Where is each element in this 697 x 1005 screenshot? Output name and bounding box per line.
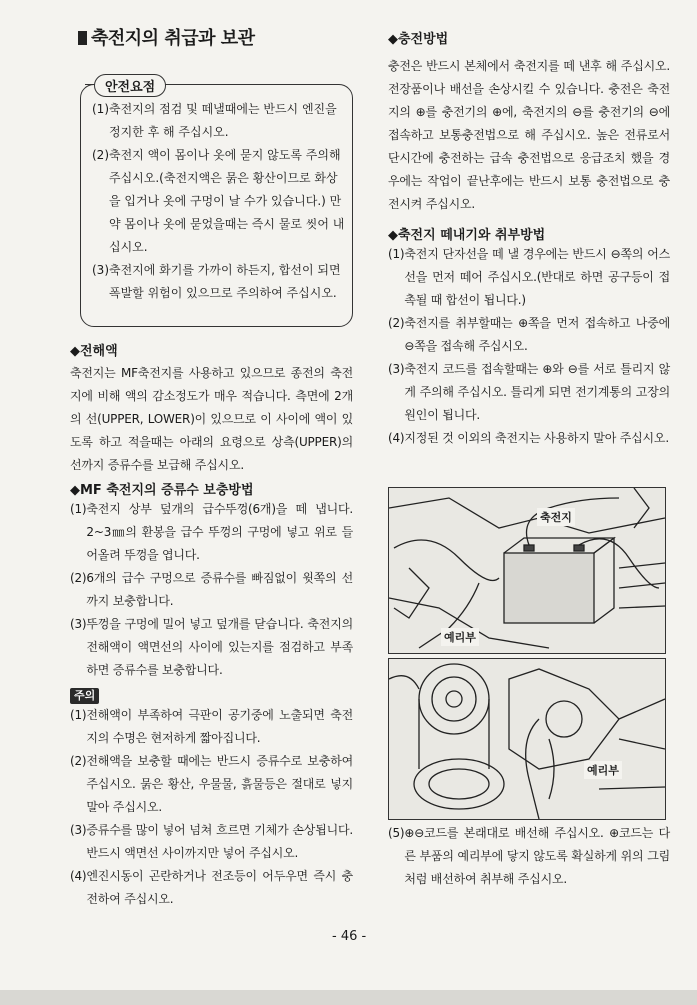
caution-item: (4) 엔진시동이 곤란하거나 전조등이 어두우면 즉시 충전하여 주십시오.: [70, 869, 353, 906]
engine-figure: [388, 658, 666, 820]
page-number: - 46 -: [332, 929, 367, 944]
charging-text: 충전은 반드시 본체에서 축전지를 떼 낸후 해 주십시오. 전장품이나 배선을 손상시킬 수 있습니다. 충전은 축전지의 ⊕를 충전기의 ⊕에, 축전지의 ⊖를 충전기의 ⊖에 접속하고 보통충전법으로 해 주십시오. 높은 전류로서 단시간에 충전하는 급속 충전법으로 응급조치 했을 경우에는 작업이 끝난후에는 반드시 보통 충전법으로 충전시켜 주십시오.: [388, 59, 670, 211]
removal-item: (2) 축전지를 취부할때는 ⊕쪽을 먼저 접속하고 나중에 ⊖쪽을 접속해 주십시오.: [388, 316, 670, 353]
removal-item: (5) ⊕⊖코드를 본래대로 배선해 주십시오. ⊕코드는 다른 부품의 예리부에 닿지 않도록 확실하게 위의 그림처럼 배선하여 취부해 주십시오.: [388, 826, 670, 886]
mf-refill-heading: ◆MF 축전지의 증류수 보충방법: [70, 483, 254, 498]
safety-label: 안전요점: [94, 74, 166, 97]
right-column: [388, 28, 670, 450]
battery-callout: 축전지: [537, 508, 575, 526]
safety-item: (2) 축전지 액이 몸이나 옷에 묻지 않도록 주의해 주십시오.(축전지액은 묽은 황산이므로 화상을 입거나 옷에 구멍이 날 수가 있습니다.) 만약 몸이나 옷에 묻었을때는 즉시 물로 씻어 내십시오.: [92, 148, 345, 254]
caution-list: [70, 704, 353, 911]
electrolyte-text: 축전지는 MF축전지를 사용하고 있으므로 종전의 축전지에 비해 액의 감소정도가 매우 적습니다. 측면에 2개의 선(UPPER, LOWER)이 있으므로 이 사이에 액이 있도록 하고 적을때는 아래의 요령으로 상측(UPPER)의 선까지 증류수를 보급해 주십시오.: [70, 366, 353, 472]
battery-illustration: [389, 488, 665, 653]
mf-refill-list: [70, 498, 353, 682]
sharp-edge-callout-top: 예리부: [441, 628, 479, 646]
removal-item: (4) 지정된 것 이외의 축전지는 사용하지 말아 주십시오.: [388, 431, 669, 445]
left-column: [70, 340, 353, 911]
engine-illustration: [389, 659, 665, 819]
removal-item: (3) 축전지 코드를 접속할때는 ⊕와 ⊖를 서로 틀리지 않게 주의해 주십시오. 틀리게 되면 전기계통의 고장의 원인이 됩니다.: [388, 362, 670, 422]
sharp-edge-callout-bottom: 예리부: [584, 761, 622, 779]
removal-list: [388, 243, 670, 450]
safety-item: (1) 축전지의 점검 및 떼낼때에는 반드시 엔진을 정지한 후 해 주십시오.: [92, 102, 337, 139]
page-title: 축전지의 취급과 보관: [78, 24, 255, 50]
charging-heading: ◆충전방법: [388, 32, 449, 47]
scan-edge: [0, 990, 697, 1005]
removal-item: (1) 축전지 단자선을 떼 낼 경우에는 반드시 ⊖쪽의 어스선을 먼저 떼어 주십시오.(반대로 하면 공구등이 접촉될 때 합선이 됩니다.): [388, 247, 670, 307]
battery-figure: [388, 487, 666, 654]
caution-item: (2) 전해액을 보충할 때에는 반드시 증류수로 보충하여 주십시오. 묽은 황산, 우물물, 흙물등은 절대로 넣지 말아 주십시오.: [70, 754, 353, 814]
caution-item: (1) 전해액이 부족하여 극판이 공기중에 노출되면 축전지의 수명은 현저하게 짧아집니다.: [70, 708, 353, 745]
mf-refill-item: (2) 6개의 급수 구멍으로 증류수를 빠짐없이 윗쪽의 선까지 보충합니다.: [70, 571, 353, 608]
title-square-icon: [78, 31, 87, 45]
mf-refill-item: (1) 축전지 상부 덮개의 급수뚜껑(6개)을 떼 냅니다. 2~3㎜의 환봉을 급수 뚜껑의 구멍에 넣고 위로 들어올려 뚜껑을 엽니다.: [70, 502, 353, 562]
removal-item5-block: [388, 822, 670, 891]
electrolyte-heading: ◆전해액: [70, 344, 118, 359]
mf-refill-item: (3) 뚜껑을 구멍에 밀어 넣고 덮개를 닫습니다. 축전지의 전해액이 액면선의 사이에 있는지를 점검하고 부족하면 증류수를 보충합니다.: [70, 617, 353, 677]
safety-item: (3) 축전지에 화기를 가까이 하든지, 합선이 되면 폭발할 위험이 있으므로 주의하여 주십시오.: [92, 263, 341, 300]
removal-heading: ◆축전지 떼내기와 취부방법: [388, 228, 546, 243]
caution-badge: 주의: [70, 688, 99, 704]
caution-item: (3) 증류수를 많이 넣어 넘쳐 흐르면 기체가 손상됩니다. 반드시 액면선 사이까지만 넣어 주십시오.: [70, 823, 353, 860]
safety-list: [92, 98, 348, 305]
